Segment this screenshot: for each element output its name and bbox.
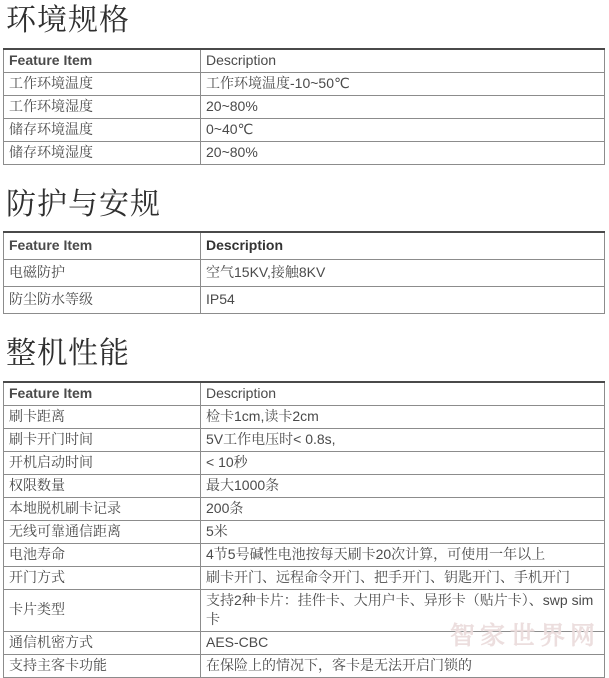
feature-cell: 开门方式 xyxy=(4,566,201,589)
description-cell: 4节5号碱性电池按每天刷卡20次计算，可使用一年以上 xyxy=(201,543,605,566)
column-header-description: Description xyxy=(201,49,605,73)
header-row xyxy=(4,49,605,73)
table-row xyxy=(4,141,605,164)
feature-cell: 开机启动时间 xyxy=(4,451,201,474)
feature-cell: 电池寿命 xyxy=(4,543,201,566)
spec-section xyxy=(0,186,609,315)
feature-cell: 支持主客卡功能 xyxy=(4,654,201,677)
column-header-feature-item: Feature Item xyxy=(4,382,201,406)
table-row xyxy=(4,589,605,631)
feature-cell: 工作环境湿度 xyxy=(4,95,201,118)
header-row xyxy=(4,382,605,406)
feature-cell: 无线可靠通信距离 xyxy=(4,520,201,543)
description-cell: 最大1000条 xyxy=(201,474,605,497)
description-cell: 空气15KV,接触8KV xyxy=(201,260,605,287)
description-cell: 刷卡开门、远程命令开门、把手开门、钥匙开门、手机开门 xyxy=(201,566,605,589)
table-row xyxy=(4,428,605,451)
spec-table xyxy=(3,231,605,314)
header-row xyxy=(4,232,605,260)
description-cell: 在保险上的情况下，客卡是无法开启门锁的 xyxy=(201,654,605,677)
table-row xyxy=(4,95,605,118)
description-cell: 200条 xyxy=(201,497,605,520)
table-row xyxy=(4,118,605,141)
feature-cell: 储存环境温度 xyxy=(4,118,201,141)
table-row xyxy=(4,654,605,677)
table-row xyxy=(4,566,605,589)
table-row xyxy=(4,72,605,95)
spec-table xyxy=(3,48,605,165)
feature-cell: 本地脱机刷卡记录 xyxy=(4,497,201,520)
table-header xyxy=(4,49,605,73)
table-body xyxy=(4,405,605,677)
table-header xyxy=(4,232,605,260)
table-row xyxy=(4,497,605,520)
table-row xyxy=(4,631,605,654)
feature-cell: 电磁防护 xyxy=(4,260,201,287)
table-row xyxy=(4,474,605,497)
description-cell: < 10秒 xyxy=(201,451,605,474)
spec-section xyxy=(0,2,609,165)
spec-table xyxy=(3,381,605,678)
feature-cell: 储存环境湿度 xyxy=(4,141,201,164)
description-cell: 检卡1cm,读卡2cm xyxy=(201,405,605,428)
description-cell: 5V工作电压时< 0.8s, xyxy=(201,428,605,451)
description-cell: AES-CBC xyxy=(201,631,605,654)
feature-cell: 权限数量 xyxy=(4,474,201,497)
table-row xyxy=(4,260,605,287)
table-row xyxy=(4,451,605,474)
table-header xyxy=(4,382,605,406)
sections-container xyxy=(0,2,609,678)
feature-cell: 卡片类型 xyxy=(4,589,201,631)
description-cell: 5米 xyxy=(201,520,605,543)
section-title: 防护与安规 xyxy=(6,187,161,221)
feature-cell: 防尘防水等级 xyxy=(4,287,201,314)
column-header-feature-item: Feature Item xyxy=(4,232,201,260)
feature-cell: 刷卡开门时间 xyxy=(4,428,201,451)
section-title: 整机性能 xyxy=(6,337,130,370)
table-body xyxy=(4,260,605,314)
spec-section xyxy=(0,335,609,678)
feature-cell: 刷卡距离 xyxy=(4,405,201,428)
description-cell: IP54 xyxy=(201,287,605,314)
feature-cell: 通信机密方式 xyxy=(4,631,201,654)
table-row xyxy=(4,287,605,314)
watermark: 智家世界网 xyxy=(449,622,600,650)
table-row xyxy=(4,405,605,428)
table-body xyxy=(4,72,605,164)
description-cell: 20~80% xyxy=(201,141,605,164)
description-cell: 20~80% xyxy=(201,95,605,118)
column-header-feature-item: Feature Item xyxy=(4,49,201,73)
table-row xyxy=(4,520,605,543)
section-title: 环境规格 xyxy=(6,4,130,37)
description-cell: 0~40℃ xyxy=(201,118,605,141)
description-cell: 工作环境温度-10~50℃ xyxy=(201,72,605,95)
column-header-description: Description xyxy=(201,232,605,260)
feature-cell: 工作环境温度 xyxy=(4,72,201,95)
column-header-description: Description xyxy=(201,382,605,406)
description-cell: 支持2种卡片：挂件卡、大用户卡、异形卡（贴片卡）、swp sim卡 xyxy=(201,589,605,631)
table-row xyxy=(4,543,605,566)
